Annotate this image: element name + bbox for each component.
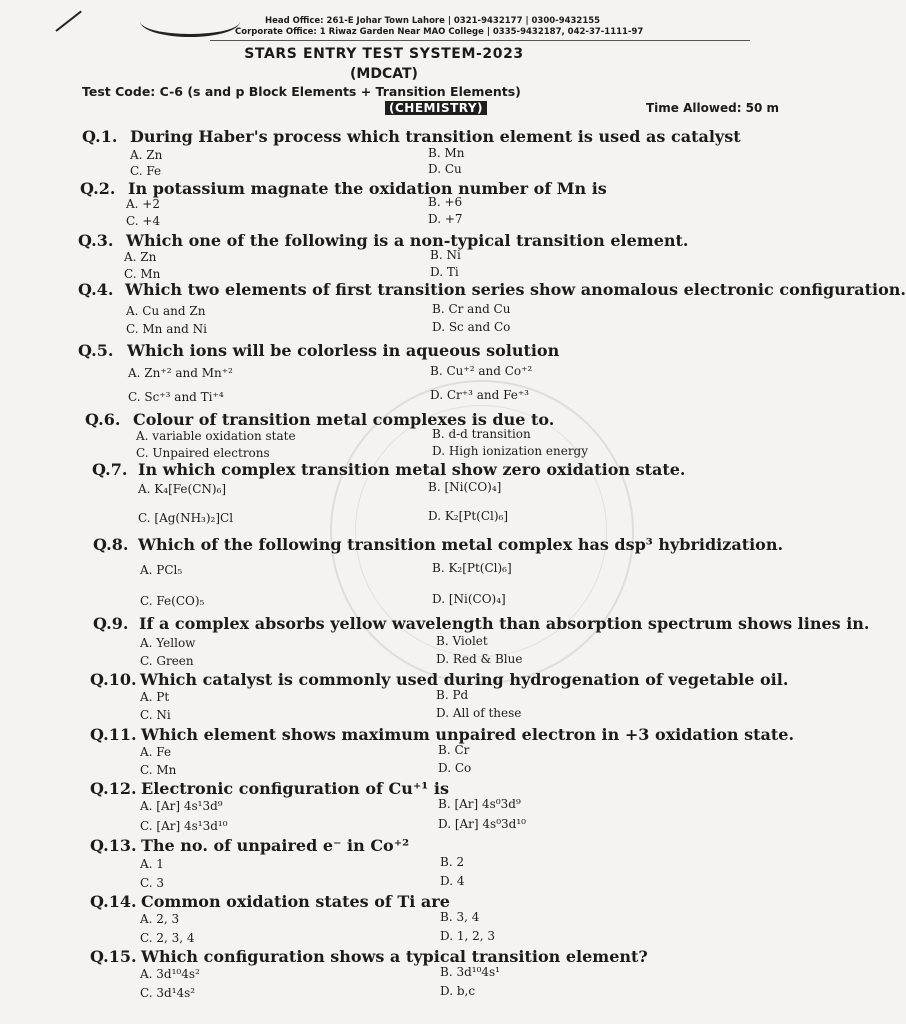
option-b: B. Violet xyxy=(436,634,488,648)
option-b: B. Pd xyxy=(436,688,469,702)
page-subtitle: (MDCAT) xyxy=(350,66,418,82)
question-text: Which of the following transition metal complex has dsp³ hybridization. xyxy=(138,535,784,554)
option-d: D. b,c xyxy=(440,984,476,998)
option-d: D. [Ar] 4s⁰3d¹⁰ xyxy=(438,817,526,831)
option-b: B. K₂[Pt(Cl)₆] xyxy=(432,561,512,575)
option-d: D. [Ni(CO)₄] xyxy=(432,592,506,606)
question-number: Q.3. xyxy=(78,231,114,250)
option-c: C. Ni xyxy=(140,708,171,722)
option-a: A. +2 xyxy=(126,197,160,211)
option-b: B. 2 xyxy=(440,855,465,869)
option-b: B. 3d¹⁰4s¹ xyxy=(440,965,500,979)
option-c: C. +4 xyxy=(126,214,161,228)
question-text: Which two elements of first transition series show anomalous electronic configuration. xyxy=(125,280,906,299)
option-c: C. [Ag(NH₃)₂]Cl xyxy=(138,511,234,525)
option-c: C. Green xyxy=(140,654,194,668)
question-number: Q.4. xyxy=(78,280,114,299)
option-c: C. Unpaired electrons xyxy=(136,446,270,460)
option-d: D. Cu xyxy=(428,162,462,176)
question-number: Q.11. xyxy=(90,725,137,744)
time-allowed: Time Allowed: 50 m xyxy=(646,101,780,115)
option-b: B. Mn xyxy=(428,146,465,160)
option-c: C. Mn and Ni xyxy=(126,322,207,336)
question-number: Q.6. xyxy=(85,410,121,429)
option-a: A. Fe xyxy=(140,745,172,759)
test-code: Test Code: C-6 (s and p Block Elements + Transition Elements) xyxy=(82,84,521,99)
option-a: A. Zn xyxy=(124,250,157,264)
corporate-office-line: Corporate Office: 1 Riwaz Garden Near MAO College | 0335-9432187, 042-37-1111-97 xyxy=(235,27,644,37)
option-c: C. Mn xyxy=(140,763,177,777)
question-text: In which complex transition metal show zero oxidation state. xyxy=(138,460,686,479)
option-c: C. Fe xyxy=(130,164,162,178)
question-text: Common oxidation states of Ti are xyxy=(141,892,450,911)
question-text: Electronic configuration of Cu⁺¹ is xyxy=(141,779,449,798)
option-b: B. Ni xyxy=(430,248,461,262)
option-c: C. 3 xyxy=(140,876,165,890)
option-a: A. 3d¹⁰4s² xyxy=(140,967,200,981)
option-c: C. [Ar] 4s¹3d¹⁰ xyxy=(140,819,228,833)
option-a: A. Pt xyxy=(140,690,170,704)
question-number: Q.14. xyxy=(90,892,137,911)
question-text: Which catalyst is commonly used during hydrogenation of vegetable oil. xyxy=(140,670,789,689)
option-a: A. Yellow xyxy=(140,636,196,650)
option-b: B. +6 xyxy=(428,195,463,209)
option-d: D. Co xyxy=(438,761,472,775)
question-number: Q.13. xyxy=(90,836,137,855)
logo-emblem xyxy=(140,6,240,37)
question-text: If a complex absorbs yellow wavelength than absorption spectrum shows lines in. xyxy=(139,614,870,633)
option-c: C. 2, 3, 4 xyxy=(140,931,195,945)
question-text: During Haber's process which transition element is used as catalyst xyxy=(130,127,741,146)
option-d: D. Red & Blue xyxy=(436,652,523,666)
option-c: C. Mn xyxy=(124,267,161,281)
question-number: Q.9. xyxy=(93,614,129,633)
question-number: Q.8. xyxy=(93,535,129,554)
question-number: Q.1. xyxy=(82,127,118,146)
option-d: D. All of these xyxy=(436,706,522,720)
question-number: Q.12. xyxy=(90,779,137,798)
option-b: B. Cr and Cu xyxy=(432,302,511,316)
question-number: Q.10. xyxy=(90,670,137,689)
question-text: Which configuration shows a typical transition element? xyxy=(141,947,648,966)
option-b: B. Cu⁺² and Co⁺² xyxy=(430,364,533,378)
question-number: Q.5. xyxy=(78,341,114,360)
head-office-line: Head Office: 261-E Johar Town Lahore | 0321-9432177 | 0300-9432155 xyxy=(265,16,601,26)
option-d: D. 4 xyxy=(440,874,465,888)
option-d: D. Cr⁺³ and Fe⁺³ xyxy=(430,388,529,402)
option-a: A. Cu and Zn xyxy=(126,304,206,318)
option-a: A. 2, 3 xyxy=(140,912,180,926)
option-a: A. [Ar] 4s¹3d⁹ xyxy=(140,799,223,813)
question-number: Q.2. xyxy=(80,179,116,198)
option-a: A. 1 xyxy=(140,857,164,871)
option-d: D. K₂[Pt(Cl)₆] xyxy=(428,509,509,523)
question-text: Which ions will be colorless in aqueous solution xyxy=(127,341,560,360)
question-number: Q.7. xyxy=(92,460,128,479)
question-number: Q.15. xyxy=(90,947,137,966)
header-divider xyxy=(210,40,750,41)
option-a: A. Zn⁺² and Mn⁺² xyxy=(128,366,233,380)
option-d: D. Ti xyxy=(430,265,459,279)
option-d: D. +7 xyxy=(428,212,463,226)
question-text: The no. of unpaired e⁻ in Co⁺² xyxy=(141,836,410,855)
option-b: B. d-d transition xyxy=(432,427,531,441)
question-text: Colour of transition metal complexes is due to. xyxy=(133,410,555,429)
option-a: A. Zn xyxy=(130,148,163,162)
option-d: D. High ionization energy xyxy=(432,444,589,458)
question-text: In potassium magnate the oxidation number of Mn is xyxy=(128,179,607,198)
page-title: STARS ENTRY TEST SYSTEM-2023 xyxy=(244,46,524,62)
option-b: B. [Ar] 4s⁰3d⁹ xyxy=(438,797,521,811)
option-d: D. 1, 2, 3 xyxy=(440,929,495,943)
option-b: B. Cr xyxy=(438,743,470,757)
question-text: Which element shows maximum unpaired electron in +3 oxidation state. xyxy=(141,725,795,744)
option-c: C. Sc⁺³ and Ti⁺⁴ xyxy=(128,390,224,404)
option-b: B. 3, 4 xyxy=(440,910,480,924)
question-text: Which one of the following is a non-typical transition element. xyxy=(126,231,689,250)
option-c: C. 3d¹4s² xyxy=(140,986,196,1000)
option-d: D. Sc and Co xyxy=(432,320,511,334)
option-a: A. variable oxidation state xyxy=(136,429,296,443)
pen-mark xyxy=(55,11,81,32)
option-c: C. Fe(CO)₅ xyxy=(140,594,205,608)
option-b: B. [Ni(CO)₄] xyxy=(428,480,502,494)
option-a: A. PCl₅ xyxy=(140,563,183,577)
option-a: A. K₄[Fe(CN)₆] xyxy=(138,482,227,496)
subject-badge: (CHEMISTRY) xyxy=(385,101,487,115)
